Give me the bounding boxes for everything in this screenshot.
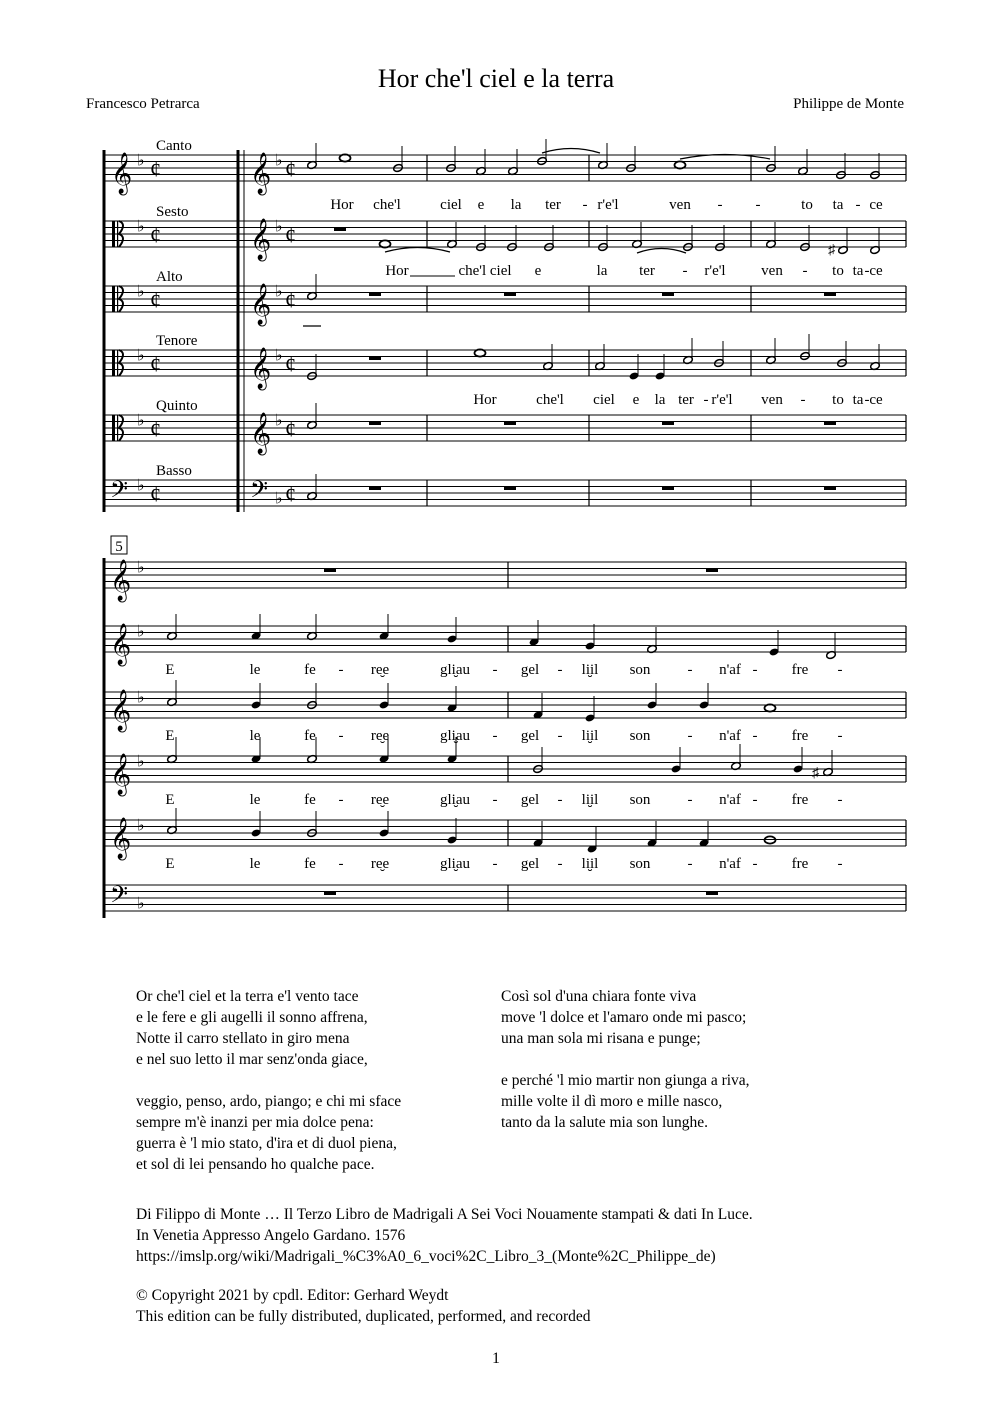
lyric-syllable: e xyxy=(477,197,485,213)
lyric-syllable: - xyxy=(492,662,498,678)
poet-name: Francesco Petrarca xyxy=(86,96,200,112)
lyric-syllable: n'af xyxy=(719,792,741,808)
lyric-syllable: son xyxy=(629,662,651,678)
lyric-syllable: fe xyxy=(304,728,316,744)
whole-rest xyxy=(824,487,836,491)
lyric-syllable: - xyxy=(557,792,563,808)
lyric-syllable: che'l xyxy=(536,392,564,408)
lyric-syllable: la xyxy=(510,197,522,213)
poem-line: sempre m'è inanzi per mia dolce pena: xyxy=(136,1114,374,1131)
flat-sign: ♭ xyxy=(137,283,145,301)
lyric-syllable: ter xyxy=(678,392,694,408)
voice-name: Sesto xyxy=(156,204,189,220)
lyric-syllable: to xyxy=(801,197,813,213)
lyric-syllable: li̮il xyxy=(581,856,599,872)
lyric-syllable: - xyxy=(864,263,870,279)
c-clef xyxy=(112,350,115,376)
bass-clef: 𝄢 xyxy=(110,882,129,914)
lyric-syllable: gli̮au xyxy=(440,856,470,872)
bass-clef: 𝄢 xyxy=(250,477,269,509)
tie xyxy=(542,149,600,154)
poem-line: move 'l dolce et l'amaro onde mi pasco; xyxy=(501,1009,747,1026)
treble-clef: 𝄞 xyxy=(250,219,272,259)
page-number: 1 xyxy=(492,1350,500,1367)
flat-sign: ♭ xyxy=(137,623,145,641)
voice-name: Basso xyxy=(156,463,192,479)
copyright-line: © Copyright 2021 by cpdl. Editor: Gerhard Weydt xyxy=(136,1287,449,1304)
time-signature: ¢ xyxy=(150,287,161,313)
time-signature: ¢ xyxy=(285,222,296,248)
whole-rest xyxy=(324,569,336,573)
lyric-syllable: le xyxy=(249,662,261,678)
poem-line: et sol di lei pensando ho qualche pace. xyxy=(136,1156,375,1173)
tie xyxy=(637,249,686,254)
lyric-syllable: - xyxy=(492,856,498,872)
poem-line: Così sol d'una chiara fonte viva xyxy=(501,988,697,1005)
lyric-syllable: fe xyxy=(304,662,316,678)
measure-number: 5 xyxy=(115,539,123,555)
whole-rest xyxy=(662,487,674,491)
lyric-syllable: - xyxy=(802,263,808,279)
lyric-syllable: gel xyxy=(520,792,540,808)
whole-rest xyxy=(369,422,381,426)
score-system-1 xyxy=(104,138,906,512)
lyric-syllable: li̮il xyxy=(581,728,599,744)
lyric-syllable: - xyxy=(338,662,344,678)
lyric-syllable: - xyxy=(800,392,806,408)
flat-sign: ♭ xyxy=(137,152,145,170)
lyric-syllable: E xyxy=(165,856,175,872)
treble-clef: 𝄞 xyxy=(250,153,272,193)
poem-line: mille volte il dì moro e mille nasco, xyxy=(501,1093,723,1110)
time-signature: ¢ xyxy=(150,351,161,377)
lyric-syllable: Hor xyxy=(473,392,497,408)
time-signature: ¢ xyxy=(285,287,296,313)
time-signature: ¢ xyxy=(285,481,296,507)
flat-sign: ♭ xyxy=(137,218,145,236)
source-citation xyxy=(136,1204,753,1267)
lyric-syllable: che'l ciel xyxy=(458,263,512,279)
score-system-2 xyxy=(104,536,906,918)
lyric-syllable: r'e'l xyxy=(597,197,619,213)
lyric-syllable: - xyxy=(557,662,563,678)
lyric-syllable: ta xyxy=(832,197,844,213)
time-signature: ¢ xyxy=(285,351,296,377)
lyric-syllable: - xyxy=(837,856,843,872)
tie xyxy=(385,248,450,253)
lyric-syllable: E xyxy=(165,662,175,678)
lyric-syllable: ce xyxy=(869,392,883,408)
whole-rest xyxy=(504,487,516,491)
lyric-syllable: r'e'l xyxy=(704,263,726,279)
lyric-syllable: - xyxy=(687,728,693,744)
whole-rest xyxy=(504,422,516,426)
voice-name: Canto xyxy=(156,138,192,154)
lyric-syllable: - xyxy=(492,728,498,744)
poem-line: una man sola mi risana e punge; xyxy=(501,1030,701,1047)
lyric-syllable: - xyxy=(338,728,344,744)
lyric-syllable: - xyxy=(582,197,588,213)
lyric-syllable: - xyxy=(837,792,843,808)
lyric-syllable: ciel xyxy=(593,392,615,408)
lyric-syllable: re̮e xyxy=(370,792,390,808)
lyric-syllable: ven xyxy=(669,197,691,213)
piece-title: Hor che'l ciel e la terra xyxy=(377,64,615,93)
lyric-syllable: - xyxy=(837,662,843,678)
whole-rest xyxy=(334,228,346,232)
poem-line: e le fere e gli augelli il sonno affrena, xyxy=(136,1009,368,1026)
lyric-syllable: gel xyxy=(520,856,540,872)
whole-rest xyxy=(369,357,381,361)
lyric-syllable: - xyxy=(682,263,688,279)
flat-sign: ♭ xyxy=(137,689,145,707)
lyric-syllable: la xyxy=(596,263,608,279)
flat-sign: ♭ xyxy=(275,283,283,301)
whole-rest xyxy=(369,293,381,297)
time-signature: ¢ xyxy=(150,416,161,442)
lyric-syllable: son xyxy=(629,728,651,744)
lyric-syllable: - xyxy=(687,792,693,808)
lyric-syllable: gli̮au xyxy=(440,728,470,744)
poem-left-column xyxy=(136,986,401,1175)
flat-sign: ♭ xyxy=(137,412,145,430)
lyric-syllable: son xyxy=(629,856,651,872)
lyric-syllable: fre xyxy=(791,662,809,678)
treble-clef: 𝄞 xyxy=(250,348,272,388)
lyric-syllable: - xyxy=(855,197,861,213)
c-clef xyxy=(112,221,115,247)
lyric-syllable: E xyxy=(165,792,175,808)
lyric-syllable: ciel xyxy=(440,197,462,213)
lyric-syllable: r'e'l xyxy=(711,392,733,408)
poem-line: guerra è 'l mio stato, d'ira et di duol piena, xyxy=(136,1135,397,1152)
flat-sign: ♭ xyxy=(137,817,145,835)
lyric-syllable: re̮e xyxy=(370,662,390,678)
treble-clef: 𝄞 xyxy=(250,284,272,324)
whole-rest xyxy=(824,422,836,426)
poem-line: tanto da la salute mia son lunghe. xyxy=(501,1114,709,1131)
treble-clef: 𝄞 xyxy=(250,413,272,453)
lyric-syllable: to xyxy=(832,263,844,279)
lyric-syllable: - xyxy=(837,728,843,744)
lyric-syllable: - xyxy=(717,197,723,213)
sharp-sign: ♯ xyxy=(828,243,835,258)
lyric-syllable: fre xyxy=(791,792,809,808)
lyric-syllable: - xyxy=(755,197,761,213)
voice-name: Tenore xyxy=(156,333,198,349)
lyric-syllable: - xyxy=(557,856,563,872)
whole-rest xyxy=(662,422,674,426)
lyric-syllable: ta xyxy=(852,263,864,279)
flat-sign: ♭ xyxy=(137,477,145,495)
lyric-syllable: le xyxy=(249,728,261,744)
treble-clef: 𝄞 xyxy=(110,560,132,600)
flat-sign: ♭ xyxy=(275,152,283,170)
lyric-syllable: ta xyxy=(852,392,864,408)
lyric-syllable: fe xyxy=(304,792,316,808)
lyric-syllable: son xyxy=(629,792,651,808)
lyric-syllable: - xyxy=(752,856,758,872)
voice-name: Alto xyxy=(156,269,183,285)
treble-clef: 𝄞 xyxy=(110,818,132,858)
treble-clef: 𝄞 xyxy=(110,754,132,794)
whole-rest xyxy=(324,892,336,896)
lyric-syllable: Hor xyxy=(330,197,354,213)
lyric-syllable: ter xyxy=(545,197,561,213)
flat-sign: ♭ xyxy=(137,559,145,577)
lyric-syllable: - xyxy=(864,392,870,408)
lyric-syllable: e xyxy=(534,263,542,279)
lyric-syllable: gli̮au xyxy=(440,662,470,678)
time-signature: ¢ xyxy=(150,156,161,182)
lyric-syllable: - xyxy=(687,662,693,678)
lyric-syllable: Hor xyxy=(385,263,409,279)
flat-sign: ♭ xyxy=(275,347,283,365)
treble-clef: 𝄞 xyxy=(110,690,132,730)
lyric-syllable: - xyxy=(338,856,344,872)
poem-line: e nel suo letto il mar senz'onda giace, xyxy=(136,1051,368,1068)
lyric-syllable: fre xyxy=(791,728,809,744)
whole-rest xyxy=(504,293,516,297)
lyric-syllable: le xyxy=(249,792,261,808)
lyric-syllable: n'af xyxy=(719,728,741,744)
sharp-sign: ♯ xyxy=(812,766,819,781)
poem-line: Notte il carro stellato in giro mena xyxy=(136,1030,350,1047)
lyric-syllable: la xyxy=(654,392,666,408)
flat-sign: ♭ xyxy=(275,412,283,430)
whole-rest xyxy=(706,569,718,573)
lyric-syllable: ter xyxy=(639,263,655,279)
lyric-syllable: le xyxy=(249,856,261,872)
lyric-syllable: e xyxy=(632,392,640,408)
lyric-syllable: - xyxy=(492,792,498,808)
whole-rest xyxy=(369,487,381,491)
lyric-syllable: gli̮au xyxy=(440,792,470,808)
whole-rest xyxy=(706,892,718,896)
poem-right-column xyxy=(501,986,750,1133)
lyric-syllable: - xyxy=(752,662,758,678)
c-clef xyxy=(112,415,115,441)
source-line: Di Filippo di Monte … Il Terzo Libro de Madrigali A Sei Voci Nouamente stampati & dati In Luce. xyxy=(136,1206,753,1223)
lyric-syllable: gel xyxy=(520,728,540,744)
lyric-syllable: li̮il xyxy=(581,792,599,808)
poem-line: Or che'l ciel et la terra e'l vento tace xyxy=(136,988,359,1005)
poem-line: veggio, penso, ardo, piango; e chi mi sface xyxy=(136,1093,402,1110)
lyric-syllable: fre xyxy=(791,856,809,872)
lyric-syllable: - xyxy=(338,792,344,808)
source-line: In Venetia Appresso Angelo Gardano. 1576 xyxy=(136,1227,406,1244)
lyric-syllable: re̮e xyxy=(370,728,390,744)
flat-sign: ♭ xyxy=(275,490,283,508)
voice-name: Quinto xyxy=(156,398,198,414)
flat-sign: ♭ xyxy=(137,753,145,771)
flat-sign: ♭ xyxy=(137,895,145,913)
lyric-syllable: ven xyxy=(761,392,783,408)
composer-name: Philippe de Monte xyxy=(793,96,904,112)
c-clef xyxy=(112,286,115,312)
lyric-syllable: li̮il xyxy=(581,662,599,678)
lyric-syllable: n'af xyxy=(719,662,741,678)
lyric-syllable: - xyxy=(687,856,693,872)
time-signature: ¢ xyxy=(150,481,161,507)
lyric-syllable: fe xyxy=(304,856,316,872)
poem-line: e perché 'l mio martir non giunga a riva, xyxy=(501,1072,750,1089)
time-signature: ¢ xyxy=(285,156,296,182)
whole-rest xyxy=(824,293,836,297)
lyric-syllable: - xyxy=(752,728,758,744)
lyric-syllable: che'l xyxy=(373,197,401,213)
copyright-notice xyxy=(136,1285,591,1327)
lyric-syllable: n'af xyxy=(719,856,741,872)
source-url[interactable]: https://imslp.org/wiki/Madrigali_%C3%A0_6_voci%2C_Libro_3_(Monte%2C_Philippe_de) xyxy=(136,1248,716,1265)
lyric-syllable: - xyxy=(557,728,563,744)
lyric-syllable: ce xyxy=(869,197,883,213)
lyric-syllable: ven xyxy=(761,263,783,279)
lyric-syllable: E xyxy=(165,728,175,744)
lyric-syllable: ce xyxy=(869,263,883,279)
treble-clef: 𝄞 xyxy=(111,153,133,193)
whole-rest xyxy=(662,293,674,297)
license-line: This edition can be fully distributed, duplicated, performed, and recorded xyxy=(136,1308,591,1325)
time-signature: ¢ xyxy=(150,222,161,248)
lyric-syllable: to xyxy=(832,392,844,408)
treble-clef: 𝄞 xyxy=(110,624,132,664)
flat-sign: ♭ xyxy=(137,347,145,365)
flat-sign: ♭ xyxy=(275,218,283,236)
bass-clef: 𝄢 xyxy=(110,477,129,509)
time-signature: ¢ xyxy=(285,416,296,442)
lyric-syllable: gel xyxy=(520,662,540,678)
lyric-syllable: - xyxy=(752,792,758,808)
lyric-syllable: re̮e xyxy=(370,856,390,872)
lyric-syllable: - xyxy=(703,392,709,408)
